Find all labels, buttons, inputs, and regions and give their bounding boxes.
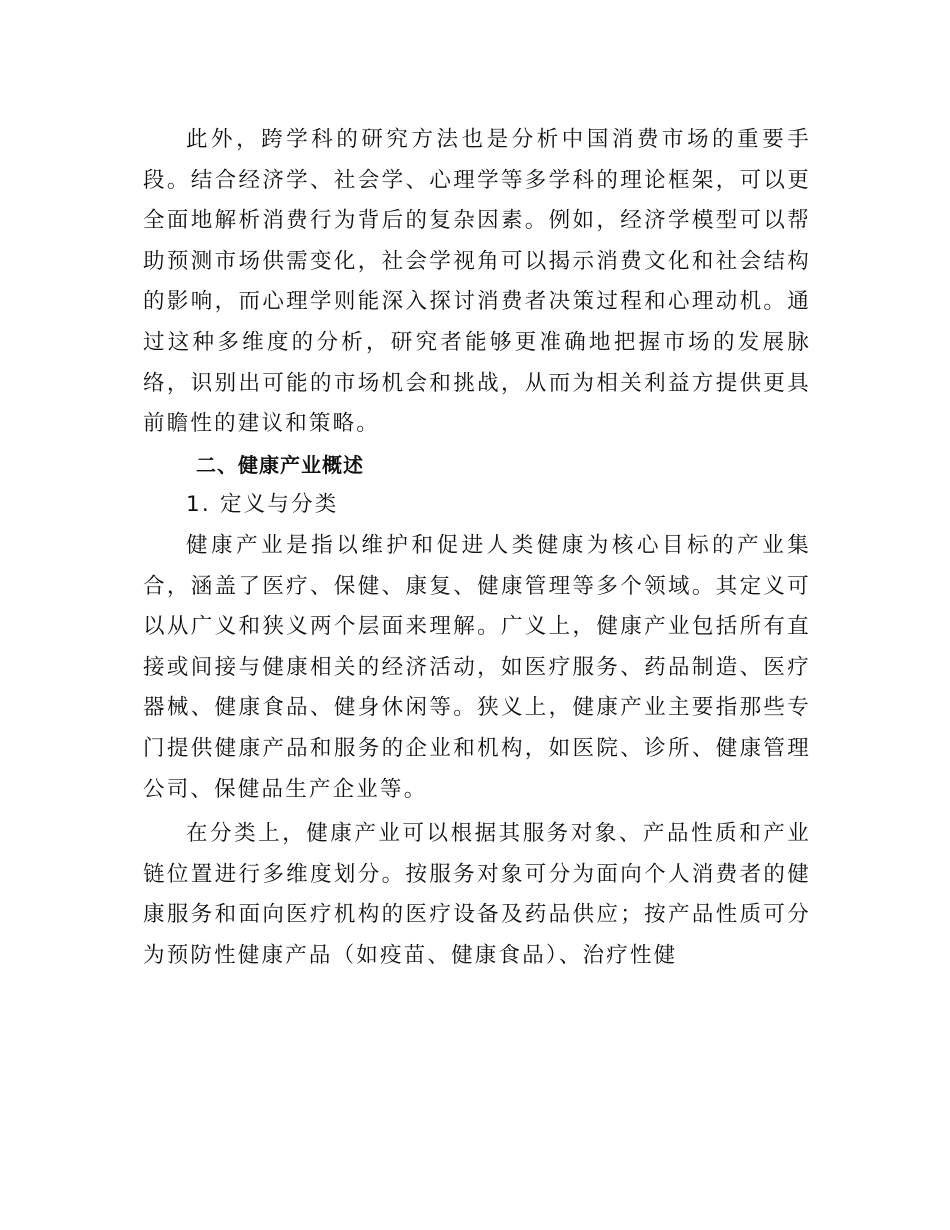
- paragraph-interdisciplinary: 此外，跨学科的研究方法也是分析中国消费市场的重要手段。结合经济学、社会学、心理学等多学科的理论框架，可以更全面地解析消费行为背后的复杂因素。例如，经济学模型可以帮助预测市场供需变化，社会学视角可以揭示消费文化和社会结构的影响，而心理学则能深入探讨消费者决策过程和心理动机。通过这种多维度的分析，研究者能够更准确地把握市场的发展脉络，识别出可能的市场机会和挑战，从而为相关利益方提供更具前瞻性的建议和策略。: [143, 127, 811, 437]
- section-heading: 二、健康产业概述: [196, 452, 364, 477]
- paragraph-classification: 在分类上，健康产业可以根据其服务对象、产品性质和产业链位置进行多维度划分。按服务对象可分为面向个人消费者的健康服务和面向医疗机构的医疗设备及药品供应；按产品性质可分为预防性健康产品（如疫苗、健康食品）、治疗性健: [143, 821, 811, 968]
- document-body: [143, 120, 811, 976]
- subsection-heading: 1. 定义与分类: [186, 492, 339, 518]
- paragraph-definition: 健康产业是指以维护和促进人类健康为核心目标的产业集合，涵盖了医疗、保健、康复、健康管理等多个领域。其定义可以从广义和狭义两个层面来理解。广义上，健康产业包括所有直接或间接与健康相关的经济活动，如医疗服务、药品制造、医疗器械、健康食品、健身休闲等。狭义上，健康产业主要指那些专门提供健康产品和服务的企业和机构，如医院、诊所、健康管理公司、保健品生产企业等。: [143, 532, 811, 802]
